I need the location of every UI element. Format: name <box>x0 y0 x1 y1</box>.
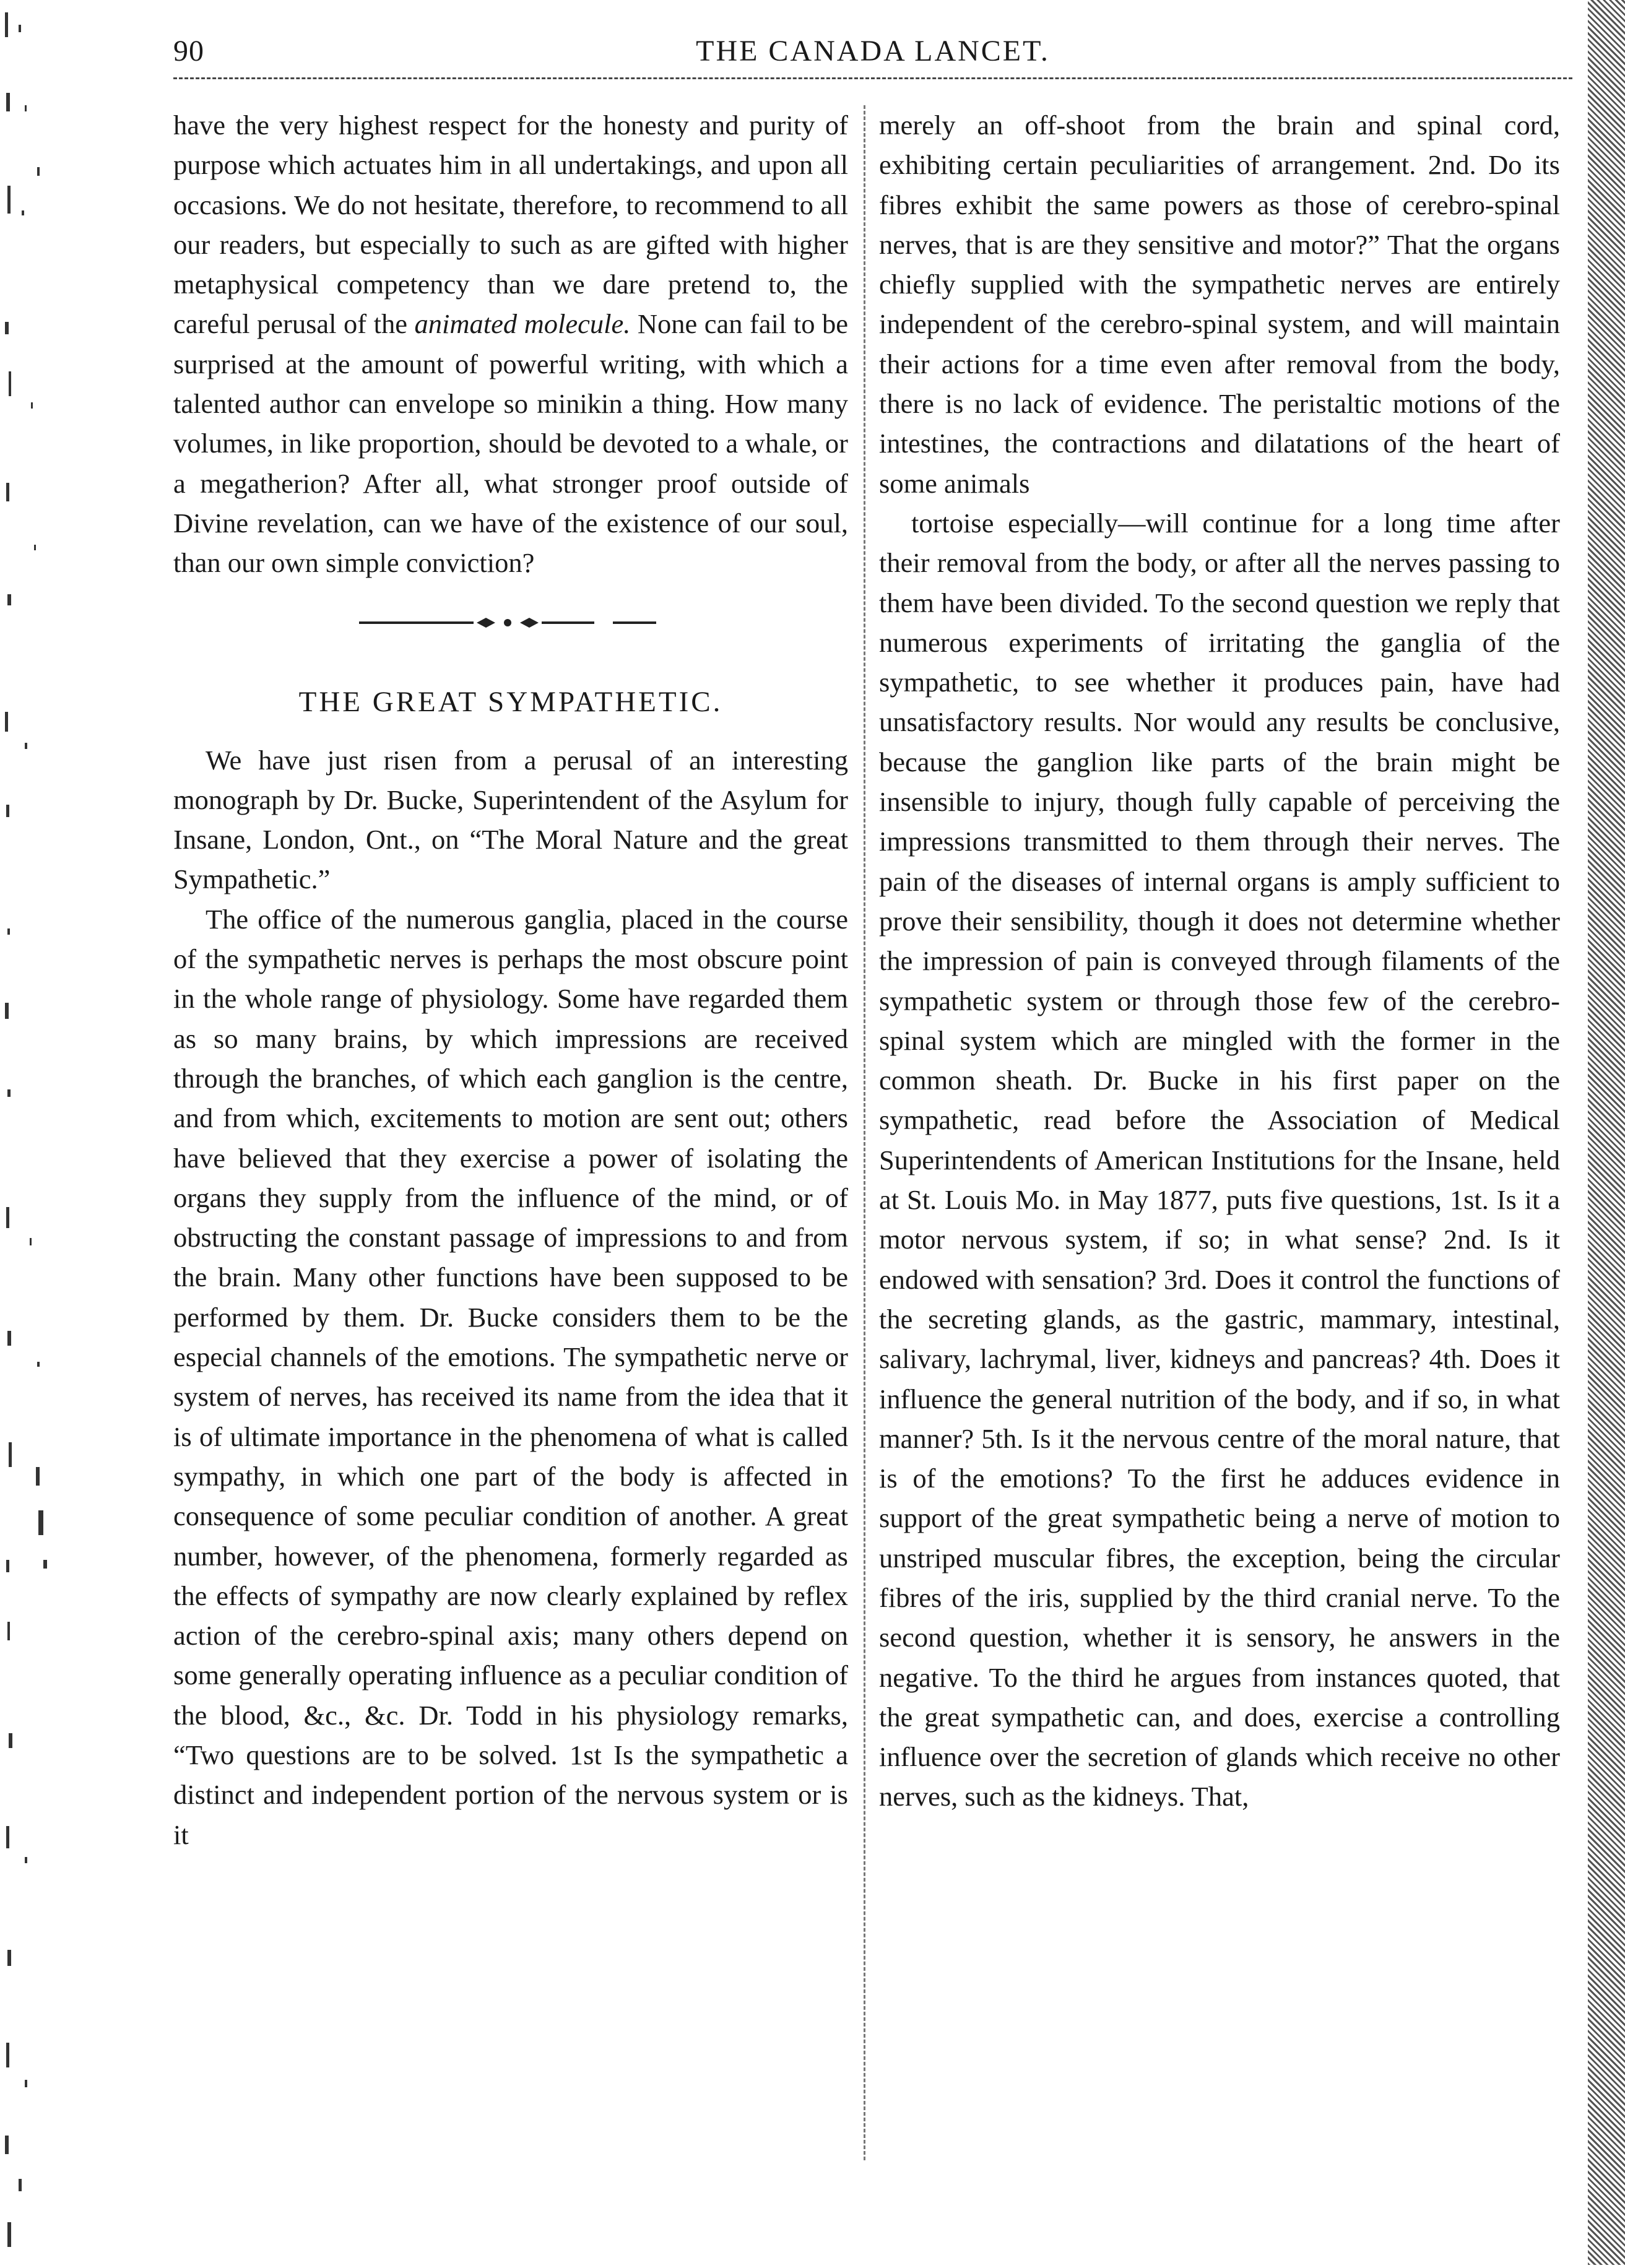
page-header <box>173 34 1572 84</box>
column-divider <box>864 105 865 2160</box>
section-ornament <box>173 583 848 682</box>
paragraph: We have just risen from a perusal of an interesting monograph by Dr. Bucke, Superintendent of the Asylum for Insane, London, Ont., on “The Moral Nature and the great Sympathetic.” <box>173 744 848 895</box>
right-column <box>879 105 1560 1817</box>
paragraph-text: have the very highest respect for the honesty and purity of purpose which actuates him in all undertakings, and upon all occasions. We do not hesitate, therefore, to recommend to all our readers, but especially to such as are gifted with higher metaphysical competency than we dare pretend to, the careful perusal of the <box>173 110 848 340</box>
header-rule <box>173 77 1572 79</box>
page-number: 90 <box>173 35 204 67</box>
left-column <box>173 105 848 1855</box>
running-title: THE CANADA LANCET. <box>696 35 1050 67</box>
paragraph: The office of the numerous ganglia, placed in the course of the sympathetic nerves is perhaps the most obscure point in the whole range of physiology. Some have regarded them as so many brains, by which impressions are received through the branches, of which each ganglion is the centre, and from which, excitements to motion are sent out; others have believed that they exercise a power of isolating the organs they supply from the influence of the mind, or of obstructing the constant passage of impressions to and from the brain. Many other functions have been supposed to be performed by them. Dr. Bucke considers them to be the especial channels of the emotions. The sympathetic nerve or system of nerves, has received its name from the idea that it is of ultimate importance in the phenomena of what is called sympathy, in which one part of the body is affected in consequence of some peculiar condition of another. A great number, however, of the phenomena, formerly regarded as the effects of sympathy are now clearly explained by reflex action of the cerebro-spinal axis; many others depend on some generally operating influence as a peculiar condition of the blood, &c., &c. Dr. Todd in his physiology remarks, “Two questions are to be solved. 1st Is the sympathetic a distinct and independent portion of the nervous system or is it <box>173 903 848 1850</box>
binding-margin <box>0 0 93 2265</box>
paragraph: merely an off-shoot from the brain and spinal cord, exhibiting certain peculiarities of arrangement. 2nd. Do its fibres exhibit the same powers as those of cerebro-spinal nerves, that is are they sensitive and motor?” That the organs chiefly supplied with the sympathetic nerves are entirely independent of the cerebro-spinal system, and will maintain their actions for a time even after removal from the body, there is no lack of evidence. The peristaltic motions of the intestines, the contractions and dilatations of the heart of some animals <box>879 110 1560 499</box>
italic-phrase: animated molecule. <box>414 308 631 340</box>
ornament-divider <box>359 615 656 630</box>
paragraph-text: None can fail to be surprised at the amount of powerful writing, with which a talented author can envelope so minikin a thing. How many volumes, in like proportion, should be devoted to a whale, or a megatherion? After all, what stronger proof outside of Divine revelation, can we have of the existence of our soul, than our own simple conviction? <box>173 308 848 579</box>
paragraph <box>173 105 848 583</box>
paragraph: tortoise especially—will continue for a long time after their removal from the body, or after all the nerves passing to them have been divided. To the second question we reply that numerous experiments of irritating the ganglia of the sympathetic, to see whether it produces pain, have had unsatisfactory results. Nor would any results be conclusive, because the ganglion like parts of the brain might be insensible to injury, though fully capable of perceiving the impressions transmitted to them through their nerves. The pain of the diseases of internal organs is amply sufficient to prove their sensibility, though it does not determine whether the impression of pain is conveyed through filaments of the sympathetic system or through those few of the cerebro-spinal system which are mingled with the former in the common sheath. Dr. Bucke in his first paper on the sympathetic, read before the Association of Medical Superintendents of American Institutions for the Insane, held at St. Louis Mo. in May 1877, puts five questions, 1st. Is it a motor nervous system, if so; in what sense? 2nd. Is it endowed with sensation? 3rd. Does it control the functions of the secreting glands, as the gastric, mammary, intestinal, salivary, lachrymal, liver, kidneys and pancreas? 4th. Does it influence the general nutrition of the body, and if so, in what manner? 5th. Is it the nervous centre of the moral nature, that is of the emotions? To the first he adduces evidence in support of the great sympathetic being a nerve of motion to unstriped muscular fibres, the exception, being the circular fibres of the iris, supplied by the third cranial nerve. To the second question, whether it is sensory, he answers in the negative. To the third he argues from instances quoted, that the great sympathetic can, and does, exercise a controlling influence over the secretion of glands which receive no other nerves, such as the kidneys. That, <box>879 507 1560 1812</box>
binding-speckles <box>0 0 93 2265</box>
section-title: THE GREAT SYMPATHETIC. <box>298 685 723 718</box>
page-edge-pattern <box>1588 0 1625 2265</box>
